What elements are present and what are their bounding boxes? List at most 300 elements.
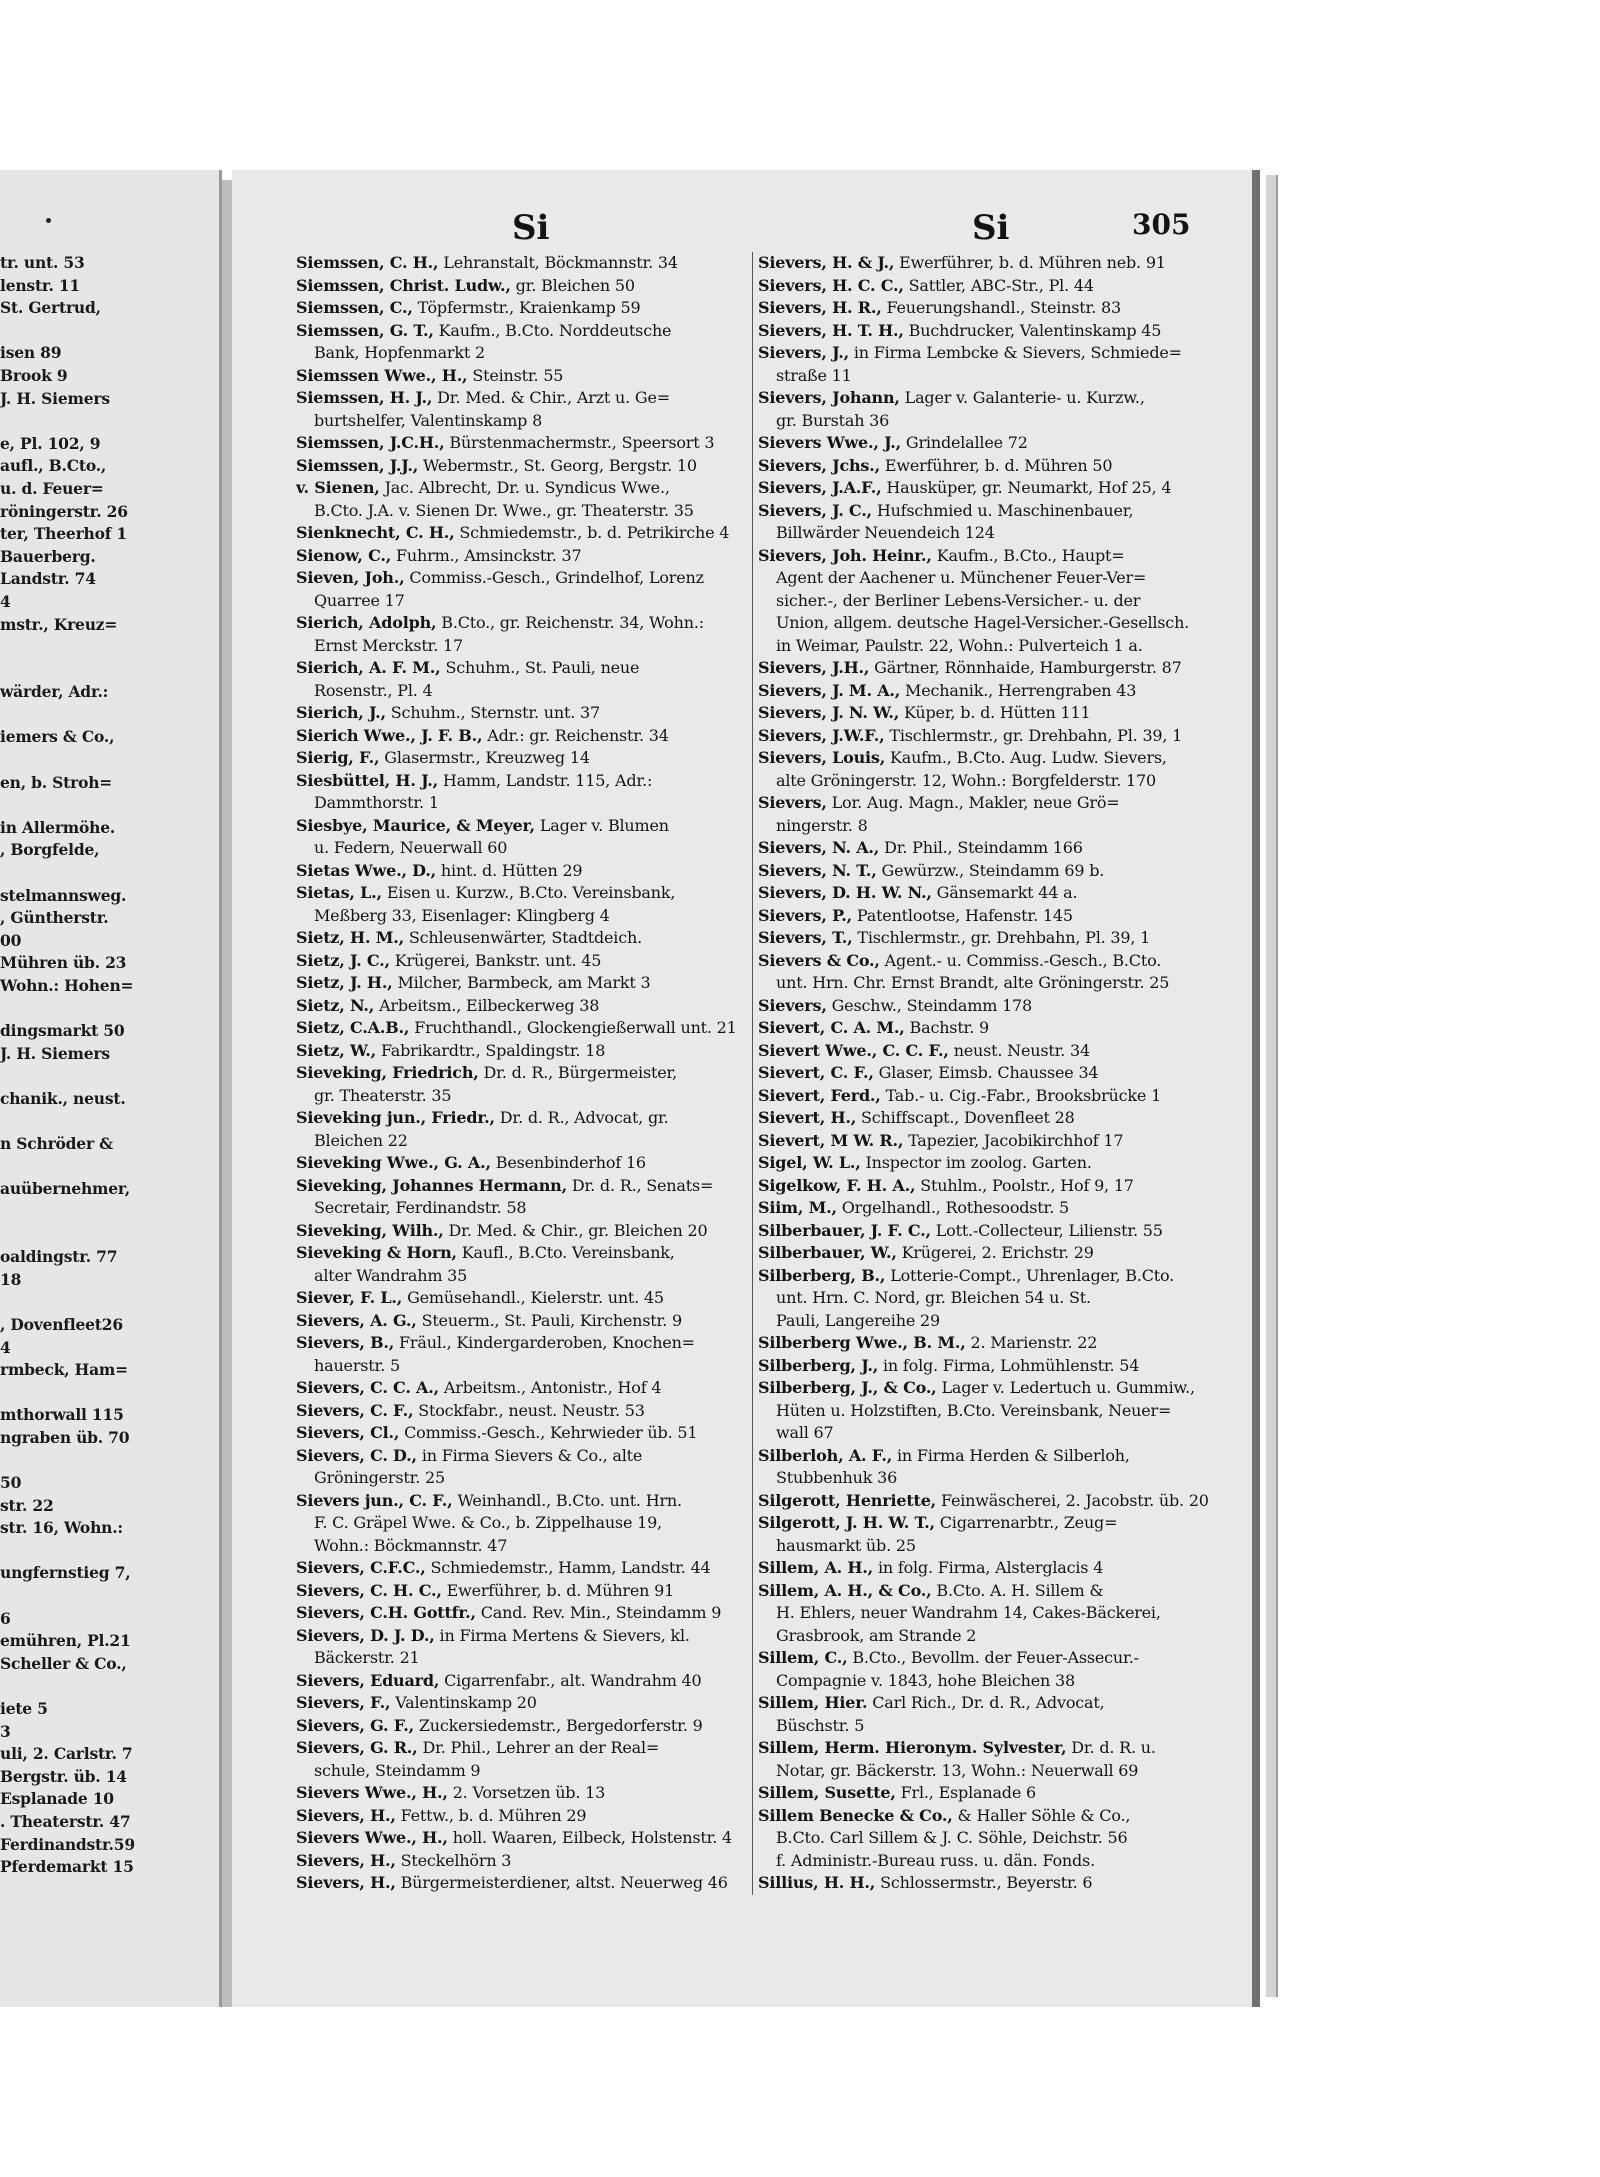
left-page-text-fragment: ungfernstieg 7, [0, 1563, 131, 1583]
directory-entry-line [758, 905, 1228, 928]
entry-name: Sieveking, Johannes Hermann, [296, 1175, 567, 1195]
entry-name: Sietz, J. H., [296, 973, 393, 992]
entry-details: Besenbinderhof 16 [495, 1153, 646, 1172]
entry-details: gr. Burstah 36 [776, 410, 890, 430]
running-header-left: Si [512, 208, 550, 248]
directory-entry-line [758, 657, 1228, 680]
entry-name: Sievers Wwe., H., [296, 1783, 448, 1802]
entry-name: Sieveking, Friedrich, [296, 1063, 479, 1082]
entry-details: Inspector im zoolog. Garten. [865, 1153, 1092, 1172]
entry-details: holl. Waaren, Eilbeck, Holstenstr. 4 [452, 1828, 733, 1847]
entry-name: Sievers, H. T. H., [758, 320, 904, 340]
entry-details: Wohn.: Böckmannstr. 47 [314, 1535, 508, 1555]
directory-entry-line [758, 995, 1228, 1018]
directory-entry-line [296, 567, 746, 590]
entry-details: Ewerführer, b. d. Mühren 91 [446, 1580, 675, 1600]
directory-entry-line [296, 387, 746, 410]
left-page-text-fragment: 3 [0, 1721, 11, 1741]
entry-name: Sietas Wwe., D., [296, 860, 437, 880]
left-page-text-fragment: iete 5 [0, 1699, 48, 1718]
left-page-fragment-column [0, 252, 218, 1879]
entry-details: Tab.- u. Cig.-Fabr., Brooksbrücke 1 [885, 1085, 1162, 1105]
entry-details: Commiss.-Gesch., Grindelhof, Lorenz [409, 568, 704, 587]
directory-entry-line [296, 1760, 746, 1783]
entry-details: Lotterie-Compt., Uhrenlager, B.Cto. [890, 1265, 1175, 1285]
entry-details: Kaufl., B.Cto. Vereinsbank, [461, 1243, 675, 1262]
directory-entry-line [758, 387, 1228, 410]
entry-details: unt. Hrn. Chr. Ernst Brandt, alte Gröningerstr. 25 [776, 973, 1170, 992]
entry-details: gr. Theaterstr. 35 [314, 1085, 452, 1105]
entry-details: Stubbenhuk 36 [776, 1468, 898, 1487]
left-page-text-fragment: 4 [0, 1337, 11, 1357]
directory-entry-line [296, 522, 746, 545]
directory-entry-line [296, 1377, 746, 1400]
directory-entry-line [296, 882, 746, 905]
directory-entry-line [758, 320, 1228, 343]
left-page-text-fragment: aufl., B.Cto., [0, 456, 107, 476]
directory-entry-line [758, 1467, 1228, 1490]
entry-name: Sillem, A. H., & Co., [758, 1580, 932, 1600]
directory-entry-line [296, 1782, 746, 1805]
left-page-text-fragment [0, 659, 218, 682]
directory-entry-line [758, 1760, 1228, 1783]
left-page-text-fragment [0, 794, 218, 817]
directory-entry-line [296, 837, 746, 860]
directory-entry-line [758, 1827, 1228, 1850]
entry-details: Stuhlm., Poolstr., Hof 9, 17 [920, 1175, 1134, 1195]
left-page-text-fragment [0, 410, 218, 433]
entry-name: Sievers, H. & J., [758, 253, 895, 272]
ink-dot [46, 218, 51, 223]
entry-details: Bäckerstr. 21 [314, 1648, 420, 1667]
directory-entry-line [758, 365, 1228, 388]
left-page-text-fragment: röningerstr. 26 [0, 501, 128, 521]
entry-name: Sievers, D. H. W. N., [758, 883, 932, 902]
entry-details: Bürgermeisterdiener, altst. Neuerweg 46 [400, 1873, 728, 1892]
entry-name: Siemssen, J.J., [296, 455, 419, 475]
entry-details: in folg. Firma, Alsterglacis 4 [877, 1558, 1104, 1577]
directory-entry-line [296, 252, 746, 275]
entry-details: in Firma Sievers & Co., alte [421, 1445, 643, 1465]
page-number: 305 [1132, 208, 1191, 241]
directory-entry-line [758, 1197, 1228, 1220]
entry-details: Cigarrenfabr., alt. Wandrahm 40 [444, 1670, 702, 1690]
entry-details: Fabrikardtr., Spaldingstr. 18 [380, 1040, 606, 1060]
directory-entry-line [758, 1647, 1228, 1670]
entry-details: Dr. d. R. u. [1071, 1738, 1156, 1757]
directory-entry-line [758, 500, 1228, 523]
directory-entry-line [296, 657, 746, 680]
entry-details: Secretair, Ferdinandstr. 58 [314, 1198, 527, 1217]
directory-column-right [758, 252, 1228, 1895]
entry-name: Sievers jun., C. F., [296, 1490, 453, 1510]
directory-entry-line [758, 680, 1228, 703]
entry-name: Sievers, [758, 793, 827, 812]
directory-entry-line [296, 905, 746, 928]
entry-name: Siemssen, C., [296, 298, 413, 317]
entry-name: Sievers, Joh. Heinr., [758, 545, 932, 565]
entry-details: in Firma Lembcke & Sievers, Schmiede= [853, 343, 1182, 362]
entry-name: v. Sienen, [296, 478, 380, 497]
entry-details: Ernst Merckstr. 17 [314, 635, 463, 655]
entry-name: Sillem, Hier. [758, 1693, 868, 1712]
entry-name: Sieveking jun., Friedr., [296, 1108, 495, 1127]
directory-entry-line [296, 297, 746, 320]
entry-name: Sievers, Louis, [758, 748, 886, 767]
left-page-text-fragment: emühren, Pl.21 [0, 1631, 131, 1651]
left-page-text-fragment [0, 1201, 218, 1224]
directory-entry-line [296, 1602, 746, 1625]
entry-name: Siemssen, H. J., [296, 388, 433, 407]
directory-entry-line [296, 1040, 746, 1063]
entry-details: Webermstr., St. Georg, Bergstr. 10 [422, 455, 697, 475]
entry-name: Sievert, C. F., [758, 1063, 874, 1082]
left-page-text-fragment: 4 [0, 591, 11, 611]
directory-entry-line [758, 432, 1228, 455]
entry-details: hauerstr. 5 [314, 1355, 400, 1375]
directory-entry-line [758, 1175, 1228, 1198]
directory-entry-line [296, 1422, 746, 1445]
entry-name: Sienow, C., [296, 545, 392, 565]
entry-name: Sievers, J.W.F., [758, 725, 885, 745]
directory-entry-line [296, 612, 746, 635]
entry-details: unt. Hrn. C. Nord, gr. Bleichen 54 u. St. [776, 1288, 1091, 1307]
entry-details: alter Wandrahm 35 [314, 1265, 468, 1285]
directory-entry-line [758, 252, 1228, 275]
entry-details: in Weimar, Paulstr. 22, Wohn.: Pulverteich 1 a. [776, 635, 1143, 655]
entry-name: Sievers, C.H. Gottfr., [296, 1603, 476, 1622]
left-page-text-fragment: tr. unt. 53 [0, 253, 85, 272]
entry-details: Milcher, Barmbeck, am Markt 3 [397, 973, 651, 992]
entry-details: B.Cto. A. H. Sillem & [936, 1580, 1104, 1600]
directory-entry-line [758, 1625, 1228, 1648]
entry-details: Valentinskamp 20 [395, 1693, 537, 1712]
directory-entry-line [758, 1692, 1228, 1715]
directory-entry-line [758, 1040, 1228, 1063]
entry-name: Sieveking Wwe., G. A., [296, 1153, 491, 1172]
directory-entry-line [296, 545, 746, 568]
directory-entry-line [296, 702, 746, 725]
directory-entry-line [296, 1265, 746, 1288]
entry-details: Schmiedemstr., b. d. Petrikirche 4 [459, 523, 730, 542]
page-stack-edge [1266, 175, 1278, 1997]
entry-name: Siemssen, Christ. Ludw., [296, 275, 511, 295]
directory-entry-line [296, 860, 746, 883]
directory-entry-line [296, 950, 746, 973]
entry-details: Arbeitsm., Antonistr., Hof 4 [443, 1378, 662, 1397]
entry-name: Silberbauer, J. F. C., [758, 1220, 931, 1240]
directory-entry-line [296, 410, 746, 433]
entry-details: Grindelallee 72 [905, 433, 1028, 452]
directory-entry-line [758, 837, 1228, 860]
entry-name: Sievers, F., [296, 1693, 391, 1712]
entry-details: Schiffscapt., Dovenfleet 28 [861, 1108, 1075, 1127]
directory-entry-line [758, 1400, 1228, 1423]
entry-name: Sievers, N. A., [758, 838, 880, 857]
entry-name: Sievers, Eduard, [296, 1670, 440, 1690]
left-page-text-fragment: Esplanade 10 [0, 1789, 114, 1809]
entry-details: Hufschmied u. Maschinenbauer, [876, 500, 1134, 520]
entry-details: Feinwäscherei, 2. Jacobstr. üb. 20 [940, 1490, 1209, 1510]
entry-details: Dammthorstr. 1 [314, 793, 439, 812]
directory-entry-line [758, 590, 1228, 613]
directory-entry-line [758, 1737, 1228, 1760]
left-page-text-fragment: , Borgfelde, [0, 840, 100, 860]
entry-details: Gewürzw., Steindamm 69 b. [881, 860, 1105, 880]
left-page-text-fragment: , Güntherstr. [0, 908, 109, 928]
entry-name: Sievers, P., [758, 905, 852, 925]
left-page-text-fragment: str. 22 [0, 1495, 54, 1515]
left-page-text-fragment: ter, Theerhof 1 [0, 524, 128, 544]
directory-entry-line [758, 1242, 1228, 1265]
entry-details: burtshelfer, Valentinskamp 8 [314, 410, 543, 430]
entry-name: Sievers, G. R., [296, 1738, 418, 1757]
entry-details: Steuerm., St. Pauli, Kirchenstr. 9 [421, 1310, 682, 1330]
directory-entry-line [758, 725, 1228, 748]
directory-entry-line [296, 477, 746, 500]
directory-entry-line [758, 1130, 1228, 1153]
entry-name: Sievers, C. D., [296, 1445, 417, 1465]
entry-details: Kaufm., B.Cto. Aug. Ludw. Sievers, [889, 748, 1167, 767]
left-page-text-fragment [0, 1675, 218, 1698]
entry-name: Sieven, Joh., [296, 568, 405, 587]
entry-details: Fettw., b. d. Mühren 29 [400, 1805, 587, 1825]
entry-details: in folg. Firma, Lohmühlenstr. 54 [883, 1355, 1140, 1375]
directory-entry-line [758, 567, 1228, 590]
entry-name: Sievers, C.F.C., [296, 1558, 426, 1577]
directory-entry-line [758, 1287, 1228, 1310]
directory-entry-line [296, 725, 746, 748]
directory-entry-line [296, 1445, 746, 1468]
left-page-text-fragment: St. Gertrud, [0, 298, 101, 318]
directory-entry-line [296, 1850, 746, 1873]
entry-details: Dr. Med. & Chir., Arzt u. Ge= [437, 388, 670, 407]
entry-name: Sigelkow, F. H. A., [758, 1175, 916, 1195]
left-page-text-fragment: J. H. Siemers [0, 1043, 110, 1063]
left-page-text-fragment [0, 1585, 218, 1608]
entry-name: Sievers, J.A.F., [758, 478, 882, 497]
directory-entry-line [758, 635, 1228, 658]
entry-name: Sievers, Cl., [296, 1423, 400, 1442]
entry-details: Dr. d. R., Bürgermeister, [483, 1063, 678, 1082]
entry-details: Quarree 17 [314, 590, 405, 610]
entry-details: gr. Bleichen 50 [515, 275, 635, 295]
entry-name: Sievert Wwe., C. C. F., [758, 1040, 949, 1060]
left-page-text-fragment: chanik., neust. [0, 1088, 126, 1108]
directory-entry-line [758, 1850, 1228, 1873]
directory-entry-line [758, 477, 1228, 500]
entry-details: Fuhrm., Amsinckstr. 37 [396, 545, 582, 565]
left-page-text-fragment [0, 1291, 218, 1314]
directory-entry-line [296, 680, 746, 703]
entry-details: Lehranstalt, Böckmannstr. 34 [443, 253, 678, 272]
entry-details: Agent.- u. Commiss.-Gesch., B.Cto. [884, 950, 1162, 970]
directory-entry-line [758, 1512, 1228, 1535]
left-page-text-fragment: Pferdemarkt 15 [0, 1857, 134, 1877]
left-page-text-fragment [0, 1382, 218, 1405]
entry-name: Silberberg, J., [758, 1355, 879, 1375]
entry-name: Sienknecht, C. H., [296, 523, 455, 542]
entry-name: Sievers, G. F., [296, 1715, 414, 1735]
entry-name: Silgerott, J. H. W. T., [758, 1513, 935, 1532]
entry-details: Glaser, Eimsb. Chaussee 34 [878, 1063, 1099, 1082]
entry-name: Sievert, M W. R., [758, 1130, 904, 1150]
entry-details: Dr. Med. & Chir., gr. Bleichen 20 [448, 1220, 708, 1240]
directory-entry-line [758, 1377, 1228, 1400]
left-page-text-fragment [0, 862, 218, 885]
entry-name: Sievers, J. M. A., [758, 680, 901, 700]
entry-details: Kaufm., B.Cto., Haupt= [936, 545, 1125, 565]
directory-entry-line [758, 1152, 1228, 1175]
directory-entry-line [296, 770, 746, 793]
directory-entry-line [296, 1242, 746, 1265]
entry-name: Sievert, C. A. M., [758, 1018, 905, 1037]
entry-details: hint. d. Hütten 29 [440, 860, 583, 880]
running-header-right: Si [972, 208, 1010, 248]
directory-entry-line [758, 1535, 1228, 1558]
entry-details: & Haller Söhle & Co., [957, 1805, 1131, 1825]
directory-entry-line [758, 1805, 1228, 1828]
entry-name: Sillem, C., [758, 1648, 848, 1667]
entry-name: Sillius, H. H., [758, 1873, 876, 1892]
entry-details: Ewerführer, b. d. Mühren neb. 91 [899, 253, 1166, 272]
directory-entry-line [296, 1580, 746, 1603]
directory-entry-line [296, 1220, 746, 1243]
directory-entry-line [758, 770, 1228, 793]
entry-name: Sievers, B., [296, 1333, 395, 1352]
entry-details: Schmiedemstr., Hamm, Landstr. 44 [430, 1558, 711, 1577]
entry-name: Sievers, J., [758, 343, 849, 362]
entry-name: Sievers, C. F., [296, 1400, 414, 1420]
directory-entry-line [758, 275, 1228, 298]
directory-entry-line [758, 1782, 1228, 1805]
entry-name: Silberbauer, W., [758, 1243, 897, 1262]
entry-details: Gemüsehandl., Kielerstr. unt. 45 [407, 1288, 664, 1307]
entry-details: Krügerei, 2. Erichstr. 29 [901, 1243, 1094, 1262]
entry-details: Bleichen 22 [314, 1130, 408, 1150]
left-page-text-fragment: uli, 2. Carlstr. 7 [0, 1744, 133, 1764]
entry-details: Dr. d. R., Advocat, gr. [499, 1108, 669, 1127]
entry-name: Silberloh, A. F., [758, 1445, 893, 1465]
entry-details: Gänsemarkt 44 a. [936, 883, 1078, 902]
directory-entry-line [758, 972, 1228, 995]
directory-entry-line [758, 1355, 1228, 1378]
directory-entry-line [758, 522, 1228, 545]
entry-details: Krügerei, Bankstr. unt. 45 [394, 950, 602, 970]
entry-details: Lager v. Galanterie- u. Kurzw., [904, 388, 1145, 407]
directory-entry-line [296, 365, 746, 388]
entry-details: Schleusenwärter, Stadtdeich. [408, 928, 642, 947]
entry-name: Sievers, Jchs., [758, 455, 880, 475]
entry-name: Siever, F. L., [296, 1288, 403, 1307]
left-page-text-fragment: 6 [0, 1608, 11, 1628]
entry-name: Sierich, Adolph, [296, 613, 437, 632]
directory-entry-line [758, 950, 1228, 973]
left-page-text-fragment [0, 1224, 218, 1247]
entry-name: Sievert, Ferd., [758, 1085, 881, 1105]
entry-details: u. Federn, Neuerwall 60 [314, 838, 508, 857]
left-page-text-fragment: iemers & Co., [0, 727, 115, 747]
entry-details: Eisen u. Kurzw., B.Cto. Vereinsbank, [386, 883, 676, 902]
directory-entry-line [296, 635, 746, 658]
entry-details: Hausküper, gr. Neumarkt, Hof 25, 4 [886, 478, 1172, 497]
entry-name: Sievers, D. J. D., [296, 1625, 435, 1645]
left-page-text-fragment [0, 636, 218, 659]
left-page-text-fragment [0, 1156, 218, 1179]
left-page-text-fragment: 18 [0, 1269, 22, 1289]
entry-details: Tischlermstr., gr. Drehbahn, Pl. 39, 1 [889, 725, 1183, 745]
entry-name: Sigel, W. L., [758, 1153, 861, 1172]
entry-details: hausmarkt üb. 25 [776, 1535, 916, 1555]
directory-entry-line [296, 1692, 746, 1715]
entry-details: straße 11 [776, 365, 852, 385]
directory-entry-line [758, 455, 1228, 478]
directory-entry-line [296, 1535, 746, 1558]
entry-name: Sieveking & Horn, [296, 1243, 457, 1262]
entry-name: Sievers, H. C. C., [758, 275, 904, 295]
directory-entry-line [296, 1062, 746, 1085]
directory-entry-line [296, 1175, 746, 1198]
left-page-text-fragment: 00 [0, 930, 22, 950]
left-page-text-fragment: oaldingstr. 77 [0, 1247, 118, 1267]
left-page-text-fragment: Brook 9 [0, 365, 68, 385]
directory-entry-line [758, 927, 1228, 950]
directory-entry-line [758, 1265, 1228, 1288]
entry-name: Sieveking, Wilh., [296, 1220, 444, 1240]
directory-entry-line [758, 1445, 1228, 1468]
entry-details: Gröningerstr. 25 [314, 1468, 446, 1487]
directory-entry-line [758, 1085, 1228, 1108]
entry-details: F. C. Gräpel Wwe. & Co., b. Zippelhause 19, [314, 1513, 662, 1532]
left-page-text-fragment: n Schröder & [0, 1134, 113, 1154]
entry-details: Buchdrucker, Valentinskamp 45 [908, 320, 1162, 340]
entry-name: Sievers & Co., [758, 950, 880, 970]
left-page-text-fragment: Bauerberg. [0, 546, 96, 566]
directory-entry-line [758, 545, 1228, 568]
directory-entry-line [296, 1872, 746, 1895]
entry-details: H. Ehlers, neuer Wandrahm 14, Cakes-Bäckerei, [776, 1603, 1161, 1622]
entry-details: Tischlermstr., gr. Drehbahn, Pl. 39, 1 [857, 928, 1151, 947]
entry-name: Sietz, C.A.B., [296, 1018, 410, 1037]
entry-details: Gärtner, Rönnhaide, Hamburgerstr. 87 [874, 658, 1182, 677]
entry-details: ningerstr. 8 [776, 815, 868, 835]
directory-entry-line [296, 1017, 746, 1040]
left-page-text-fragment: in Allermöhe. [0, 817, 116, 837]
left-page-text-fragment [0, 704, 218, 727]
entry-name: Silberberg Wwe., B. M., [758, 1333, 966, 1352]
entry-name: Sievers, T., [758, 928, 853, 947]
entry-details: Bank, Hopfenmarkt 2 [314, 343, 485, 362]
directory-entry-line [296, 1737, 746, 1760]
entry-name: Sievers, [758, 995, 827, 1015]
directory-entry-line [758, 1332, 1228, 1355]
left-page-text-fragment: rmbeck, Ham= [0, 1360, 128, 1380]
entry-name: Sievers Wwe., J., [758, 433, 901, 452]
entry-details: B.Cto. J.A. v. Sienen Dr. Wwe., gr. Theaterstr. 35 [314, 500, 694, 520]
entry-name: Sillem, Susette, [758, 1783, 896, 1802]
entry-name: Siemssen Wwe., H., [296, 365, 468, 385]
directory-entry-line [758, 860, 1228, 883]
directory-entry-line [758, 1017, 1228, 1040]
entry-name: Sietz, H. M., [296, 928, 404, 947]
directory-entry-line [296, 1085, 746, 1108]
directory-entry-line [758, 1422, 1228, 1445]
directory-entry-line [296, 1625, 746, 1648]
entry-name: Sievers, H., [296, 1805, 396, 1825]
directory-entry-line [758, 612, 1228, 635]
directory-entry-line [296, 432, 746, 455]
entry-name: Siim, M., [758, 1198, 837, 1217]
